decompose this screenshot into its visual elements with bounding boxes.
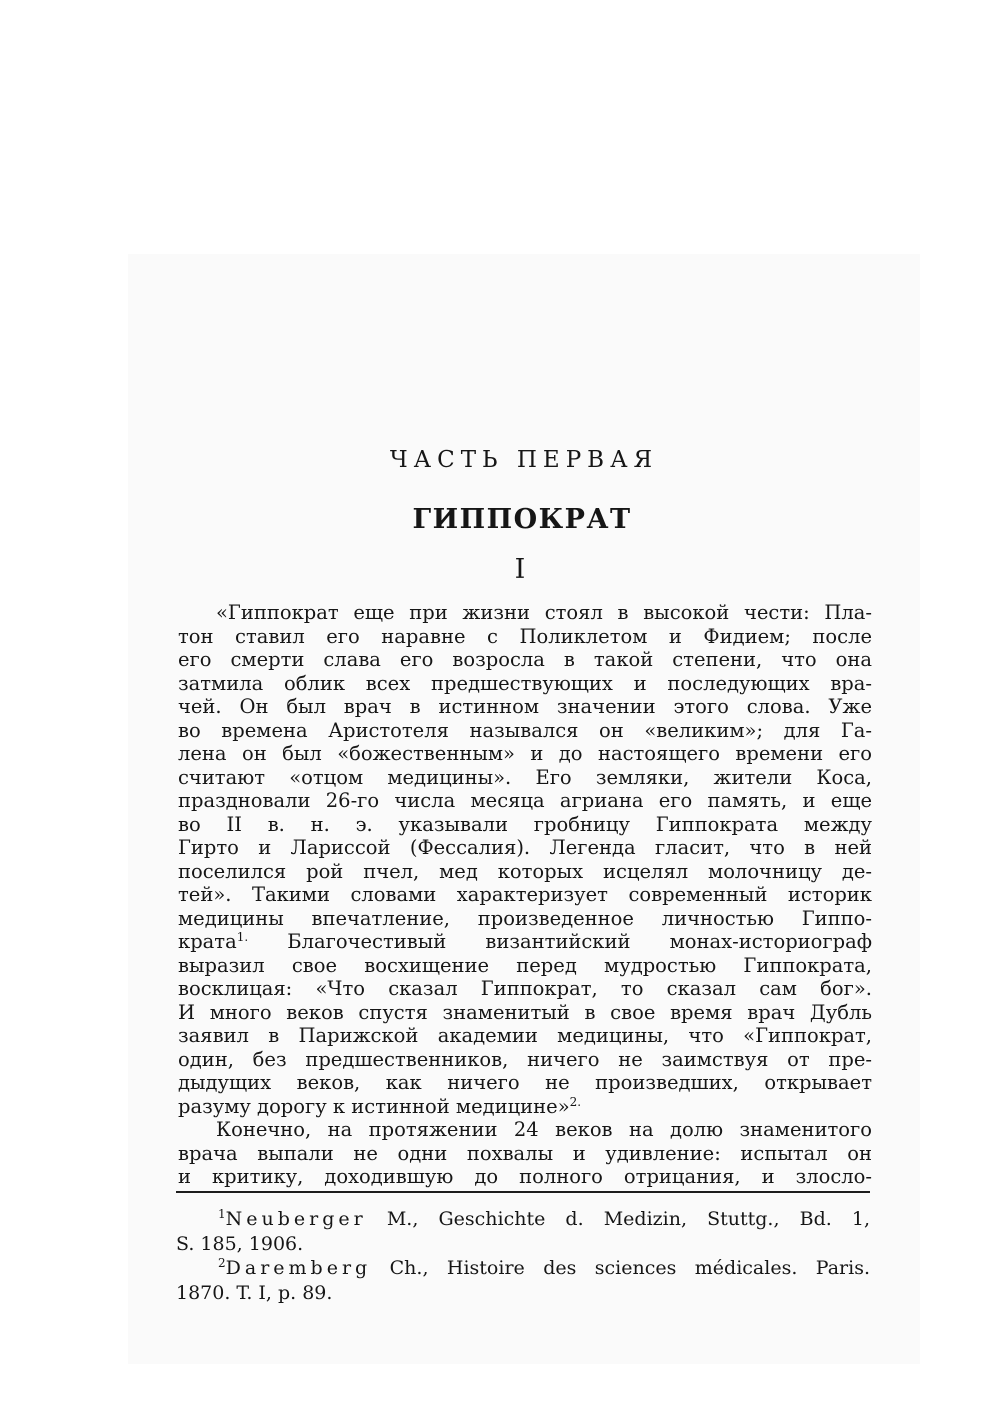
footnote-1 <box>176 1207 870 1232</box>
footnotes <box>176 1207 870 1305</box>
text-line: Конечно, на протяжении 24 веков на долю знаменитого <box>216 1118 872 1141</box>
footnote-text: Ch., Histoire des sciences médicales. Paris. <box>389 1257 870 1279</box>
text-line: во II в. н. э. указывали гробницу Гиппократа между <box>178 812 872 836</box>
section-number: I <box>514 554 526 585</box>
part-title: ЧАСТЬ ПЕРВАЯ <box>389 447 659 473</box>
text-line: заявил в Парижской академии медицины, что «Гиппократ, <box>178 1024 872 1047</box>
footnote-marker: 1 <box>218 1207 226 1221</box>
footnote-1-continuation: S. 185, 1906. <box>176 1232 304 1255</box>
text-line: праздновали 26-го числа месяца агриана его память, и еще <box>178 789 872 812</box>
text-line: затмила облик всех предшествующих и последующих вра- <box>178 671 872 695</box>
footnote-2 <box>176 1256 870 1281</box>
footnote-2-continuation: 1870. T. I, p. 89. <box>176 1281 333 1304</box>
text-line: лена он был «божественным» и до настоящего времени его <box>178 742 872 765</box>
text-line: и критику, доходившую до полного отрицания, и злосло- <box>178 1165 872 1188</box>
text-fragment: крата <box>178 930 237 953</box>
text-fragment: разуму дорогу к истинной медицине» <box>178 1094 570 1118</box>
body-text <box>178 601 872 1189</box>
text-line: его смерти слава его возросла в такой степени, что она <box>178 648 872 671</box>
text-line: во времена Аристотеля назывался он «великим»; для Га- <box>178 718 872 742</box>
text-line-with-footnote <box>178 930 872 954</box>
footnote-author: Daremberg <box>225 1257 372 1279</box>
text-line: «Гиппократ еще при жизни стоял в высокой чести: Пла- <box>216 601 872 624</box>
text-line-with-footnote <box>178 1095 872 1119</box>
footnote-text: M., Geschichte d. Medizin, Stuttg., Bd. 1, <box>386 1208 870 1230</box>
text-line: восклицая: «Что сказал Гиппократ, то сказал сам бог». <box>178 977 872 1000</box>
text-line: медицины впечатление, произведенное личностью Гиппо- <box>178 906 872 930</box>
text-line: дыдущих веков, как ничего не произведших, открывает <box>178 1071 872 1094</box>
text-line: И много веков спустя знаменитый в свое время врач Дубль <box>178 1000 872 1024</box>
text-line: один, без предшественников, ничего не заимствуя от пре- <box>178 1047 872 1071</box>
footnote-author: Neuberger <box>225 1208 367 1230</box>
chapter-title: ГИППОКРАТ <box>412 504 632 535</box>
text-line: считают «отцом медицины». Его земляки, жители Коса, <box>178 765 872 789</box>
footnote-ref-2: 2. <box>569 1094 582 1109</box>
footnote-divider <box>176 1191 870 1193</box>
footnote-marker: 2 <box>218 1256 226 1270</box>
text-line: врача выпали не одни похвалы и удивление: испытал он <box>178 1141 872 1165</box>
text-line: Гирто и Лариссой (Фессалия). Легенда гласит, что в ней <box>178 836 872 859</box>
text-line: поселился рой пчел, мед которых исцелял молочницу де- <box>178 859 872 883</box>
text-line: тей». Такими словами характеризует современный историк <box>178 883 872 906</box>
footnote-ref-1: 1. <box>236 930 249 944</box>
text-line: чей. Он был врач в истинном значении этого слова. Уже <box>178 695 872 718</box>
text-line: тон ставил его наравне с Поликлетом и Фидием; после <box>178 624 872 648</box>
text-fragment: Благочестивый византийский монах-историограф <box>248 930 872 953</box>
text-line: выразил свое восхищение перед мудростью Гиппократа, <box>178 953 872 977</box>
